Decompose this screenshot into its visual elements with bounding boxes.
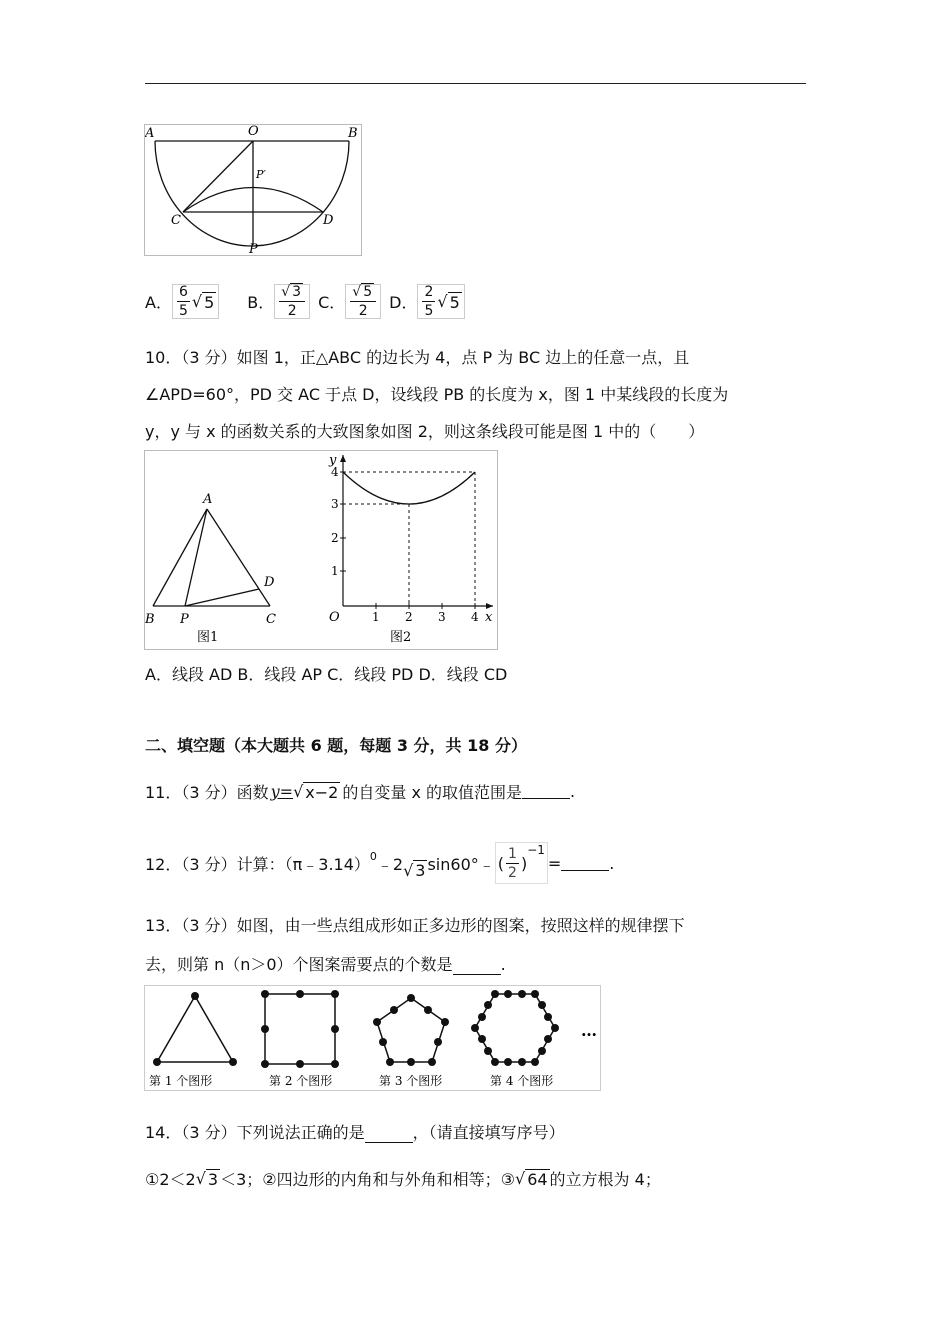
- x-tick-2: 2: [405, 610, 413, 624]
- fraction: $\frac{√ 5}{2}$: [350, 285, 376, 318]
- caption-1: 第 1 个图形: [149, 1074, 213, 1088]
- y-tick-3: 3: [331, 497, 339, 511]
- fraction: $\frac{1}{2}$: [508, 845, 517, 881]
- label-Pprime: P′: [256, 168, 266, 181]
- q13-polygon-patterns: [145, 986, 600, 1090]
- pattern-1-triangle: [153, 992, 237, 1066]
- q9-figure: [144, 124, 362, 256]
- radicand: 5: [204, 292, 215, 312]
- radical-sign: √: [195, 1169, 206, 1188]
- option-c-label: C．: [318, 293, 346, 312]
- label-C: C: [171, 213, 181, 228]
- q10-line-1: 10．（3 分）如图 1，正△ABC 的边长为 4，点 P 为 BC 边上的任意一点，且: [145, 348, 690, 367]
- q12-eq: =: [547, 853, 562, 873]
- q13-figure: [144, 985, 601, 1091]
- q12-mid: ﹣2: [376, 854, 404, 874]
- caption-4: 第 4 个图形: [490, 1074, 554, 1088]
- q14-line-1: [145, 1120, 565, 1143]
- label-D: D: [323, 213, 334, 228]
- statement-3-end: 的立方根为 4；: [549, 1170, 661, 1189]
- label-A: A: [145, 126, 155, 141]
- x-tick-3: 3: [438, 610, 446, 624]
- radicand: x−2: [305, 782, 339, 802]
- statement-1-2-text: ＜3；②四边形的内角和与外角和相等；③: [220, 1170, 515, 1189]
- q12-end: .: [609, 853, 615, 873]
- axis-y-label: y: [329, 453, 337, 468]
- pattern-2-square: [261, 990, 339, 1068]
- q11-end: .: [570, 782, 576, 801]
- q11: [145, 780, 575, 803]
- radical-sign: √: [281, 284, 291, 300]
- figure-2-caption: 图2: [390, 630, 412, 645]
- q14-statements: [145, 1167, 661, 1190]
- q12-fraction-box: ( $\frac{1}{2}$ ) $^{-1}$: [495, 842, 548, 884]
- formula-y: y=: [270, 782, 294, 801]
- q9-semicircle-diagram: [145, 125, 361, 255]
- answer-blank[interactable]: [522, 784, 570, 799]
- q12: [145, 840, 614, 886]
- radical-sign: √: [437, 292, 448, 311]
- q14-suffix: ，（请直接填写序号）: [412, 1123, 565, 1142]
- label-O: O: [248, 125, 259, 139]
- ellipsis: …: [581, 1021, 597, 1040]
- origin-label: O: [329, 610, 340, 625]
- answer-blank[interactable]: [365, 1128, 413, 1143]
- label-P: P: [249, 242, 258, 255]
- q11-suffix: 的自变量 x 的取值范围是: [342, 783, 523, 802]
- section-2-heading: 二、填空题（本大题共 6 题，每题 3 分，共 18 分）: [145, 736, 527, 755]
- label-A: A: [203, 492, 213, 507]
- x-tick-4: 4: [471, 610, 479, 624]
- q13-line-2: [145, 952, 506, 975]
- q13-line-2-text: 去，则第 n（n＞0）个图案需要点的个数是: [145, 955, 453, 974]
- q10-figure-1-triangle: [145, 451, 497, 649]
- option-a-expression: [172, 284, 219, 319]
- radicand: 5: [449, 292, 460, 312]
- q13-line-1: 13．（3 分）如图，由一些点组成形如正多边形的图案，按照这样的规律摆下: [145, 916, 685, 935]
- fraction: $\frac{6}{5}$: [178, 284, 188, 319]
- q12-exponent-0: 0: [369, 850, 377, 863]
- q11-prefix: 11．（3 分）函数: [145, 783, 269, 802]
- q11-formula: [269, 782, 343, 802]
- q9-options: [145, 284, 465, 319]
- x-tick-1: 1: [372, 610, 380, 624]
- radical-sign: √: [293, 782, 304, 801]
- q12-sin: sin60°﹣: [427, 854, 495, 874]
- radical-sign: √: [191, 292, 203, 311]
- answer-blank[interactable]: [561, 856, 609, 871]
- radical-sign: √: [514, 1169, 526, 1188]
- radicand: 64: [527, 1169, 548, 1189]
- q12-prefix: 12．（3 分）计算：（π﹣3.14）: [145, 854, 370, 874]
- axis-x-label: x: [485, 610, 493, 625]
- figure-1-caption: 图1: [197, 630, 219, 645]
- option-c-expression: [345, 284, 381, 319]
- q10-figures: [144, 450, 498, 650]
- pattern-4-hexagon: [471, 990, 559, 1066]
- header-rule: [145, 83, 806, 84]
- statement-1-start: ①2＜2: [145, 1170, 196, 1189]
- q10-line-2: ∠APD=60°，PD 交 AC 于点 D，设线段 PB 的长度为 x，图 1 中某线段的长度为: [145, 385, 729, 404]
- label-B: B: [145, 612, 155, 627]
- option-a-label: A．: [145, 293, 172, 312]
- label-C: C: [266, 612, 276, 627]
- radicand: 3: [415, 861, 426, 880]
- option-b-expression: [274, 284, 310, 319]
- radical-sign: √: [403, 860, 414, 880]
- caption-3: 第 3 个图形: [379, 1074, 443, 1088]
- y-tick-2: 2: [331, 531, 339, 545]
- y-tick-4: 4: [331, 465, 339, 479]
- fraction: $\frac{2}{5}$: [424, 284, 434, 319]
- option-b-label: B．: [247, 293, 275, 312]
- label-P: P: [180, 612, 189, 627]
- caption-2: 第 2 个图形: [269, 1074, 333, 1088]
- label-D: D: [264, 575, 275, 590]
- option-d-label: D．: [389, 293, 418, 312]
- q10-line-3: y，y 与 x 的函数关系的大致图象如图 2，则这条线段可能是图 1 中的（ ）: [145, 422, 705, 441]
- answer-blank[interactable]: [453, 960, 501, 975]
- q10-figure-2-graph: [328, 453, 493, 645]
- q10-options: A．线段 AD B．线段 AP C．线段 PD D．线段 CD: [145, 665, 508, 684]
- pattern-3-pentagon: [373, 994, 449, 1066]
- y-tick-1: 1: [331, 564, 339, 578]
- label-B: B: [348, 126, 358, 141]
- q14-prefix: 14．（3 分）下列说法正确的是: [145, 1123, 365, 1142]
- radicand: 3: [207, 1169, 219, 1189]
- option-d-expression: [417, 284, 464, 319]
- q12-exponent: −1: [527, 843, 545, 857]
- fraction: $\frac{√ 3}{2}$: [279, 285, 305, 318]
- q13-end: .: [500, 955, 506, 974]
- radical-sign: √: [352, 284, 362, 300]
